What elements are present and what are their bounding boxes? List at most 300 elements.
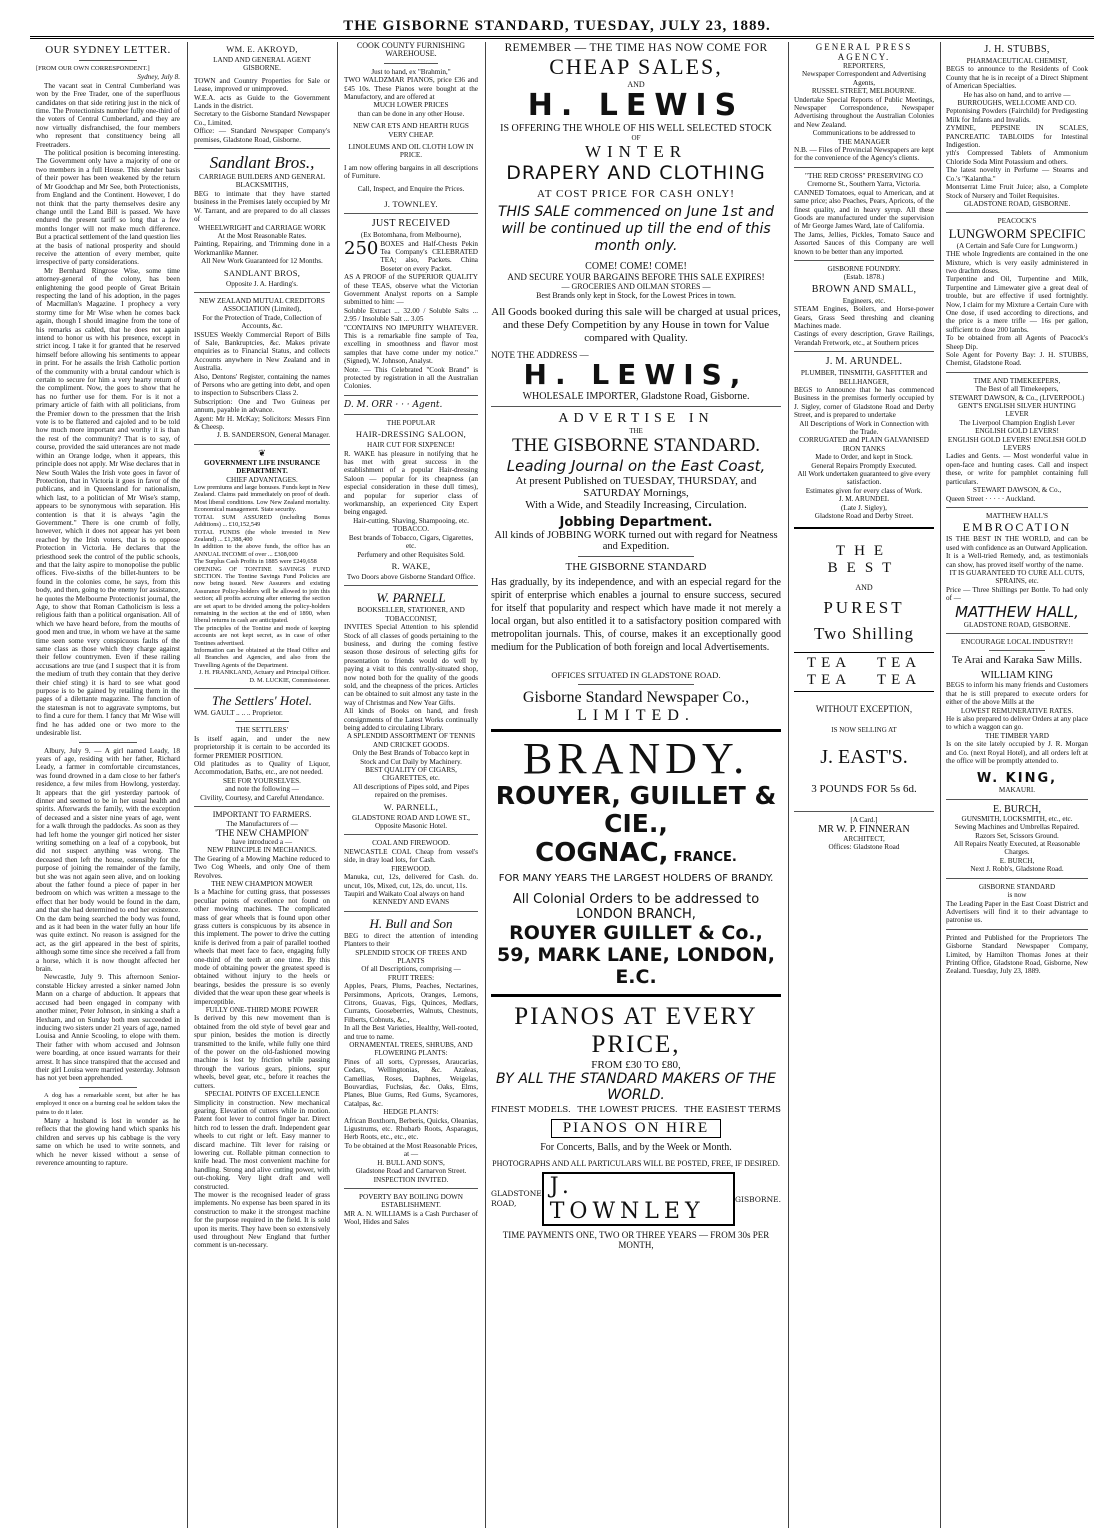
ad-text: TOWN and Country Properties for Sale or Lease, improved or unimproved. [194, 76, 330, 94]
ad-text: THIS SALE commenced on June 1st and will be continued up till the end of this month only. [497, 204, 775, 254]
ad-text: He has also on hand, and to arrive — [963, 90, 1071, 99]
ad-text: AND [855, 582, 873, 592]
ad-heading: 'THE NEW CHAMPION' [215, 827, 309, 838]
ad-text: All descriptions of Pipes sold, and Pipes repaired on the premises. [353, 782, 469, 800]
ad-heading: Te Arai and Karaka Saw Mills. [952, 655, 1082, 667]
ad-text: BEGS to inform his many friends and Customers that he is still prepared to execute orders for either of the above Mills at the [946, 681, 1088, 707]
ad-text: TOTAL FUNDS (the whole invested in New Zealand) ... £1,388,400 [194, 528, 330, 543]
ad-text: 3 POUNDS FOR 5s 6d. [811, 782, 917, 795]
ad-text: Secretary to the Gisborne Standard Newspaper Co., Limited. [194, 110, 330, 127]
ad-text: The mower is the recognised leader of grass implements. No expense has been spared in its construction to make it the strongest machine for the purpose required in the field. It is sold upon its merits. They have been so extensively used throughout New England that further comment is un-necessary. [194, 1190, 330, 1250]
ad-text: and note the following — [225, 785, 299, 794]
ad-text: Offices: Gladstone Road [828, 843, 900, 852]
ad-heading: COGNAC, [535, 838, 669, 869]
divider [946, 633, 1088, 634]
ad-text: TOTAL SUM ASSURED (including Bonus Additions) ... £10,152,549 [194, 513, 330, 529]
ad-text: THE whole Ingredients are contained in the one Mixture, which is very easily administered in two drachm doses. [946, 250, 1088, 275]
ad-heading: ADVERTISE IN [558, 411, 714, 427]
masthead-rule [30, 36, 1094, 39]
column-advertisements-5 [790, 42, 938, 1528]
ad-text: KENNEDY AND EVANS [372, 898, 450, 907]
divider [79, 1087, 137, 1088]
article-title: OUR SYDNEY LETTER. [45, 44, 171, 56]
article-paragraph: Many a husband is lost in wonder as he reflects that the glowing hand which spanks his children and serves up his cabbage is the very same on which he used to write sonnets, and which he never kissed without a sense of reverence amounting to rapture. [36, 1116, 180, 1167]
article-paragraph: Newcastle, July 9. This afternoon Senior-constable Hickey arrested a sinker named John Mann on a charge of abduction. It appears that accused had been engaged in company with another miner, Peter Johnson, in sinking a shaft a Hexham, and on Sunday both men succeeded in inducing two sisters under 21 years of age, named Louisa and Annie Scooling, to elope with them. Their father with whom accused and Johnson were boarding, at once issued warrants for their arrest. It has since transpired that the accused and their girl Louisa were married yesterday. Johnson has not yet been apprehended. [36, 973, 180, 1083]
divider [194, 688, 330, 689]
ad-text: To be obtained at the Most Reasonable Prices, at — [344, 1141, 478, 1159]
divider [946, 372, 1088, 373]
ad-text: AS A PROOF of the SUPERIOR QUALITY of these TEAS, observe what the Victorian Government Analyst reports on a Sample submitted to him: — [344, 273, 478, 307]
ad-heading: COAL AND FIREWOOD. [372, 839, 450, 848]
ad-text: A SPLENDID ASSORTMENT OF TENNIS AND CRICKET GOODS. [346, 732, 476, 749]
ad-text: MUCH LOWER PRICES [373, 101, 449, 110]
ad-text: All Repairs Neatly Executed, at Reasonable Charges. [953, 840, 1081, 857]
ad-text: WM. GAULT .. .. .. Proprietor. [194, 709, 283, 718]
ad-text: STEAM Engines, Boilers, and Horse-power Gears, Grass Seed threshing and cleaning Machines made. [794, 305, 934, 330]
ad-text: Made to Order, and kept in Stock. [815, 453, 913, 462]
ad-text: is now [1007, 891, 1027, 900]
ad-heading: H. LEWIS, [523, 358, 749, 392]
ad-heading: SANDLANT BROS, [223, 267, 301, 278]
ad-text: In all the Best Varieties, Healthy, Well-rooted, and true to name. [344, 1024, 478, 1041]
crest-icon: ❦ [258, 448, 266, 459]
ad-text: BEST QUALITY OF CIGARS, CIGARETTES, etc. [365, 766, 457, 783]
ad-text: Hair-cutting, Shaving, Shampooing, etc. [353, 516, 469, 525]
ad-text: FRUIT TREES: [387, 973, 435, 982]
ad-text: LONDON BRANCH, [576, 907, 696, 923]
ad-text: All Work undertaken guaranteed to give every satisfaction. [797, 470, 931, 487]
ad-subheading: PEACOCK'S [997, 217, 1037, 226]
divider [989, 650, 1046, 651]
ad-text: Sole Agent for Poverty Bay: J. H. STUBBS, Chemist, Gladstone Road. [946, 351, 1088, 368]
column-display-advertisements [487, 42, 785, 1528]
ad-text: ARCHITECT, [843, 834, 885, 843]
ad-text: Opposite J. A. Harding's. [226, 279, 298, 288]
ad-heading: ENCOURAGE LOCAL INDUSTRY!! [960, 637, 1074, 646]
divider [578, 684, 694, 685]
ad-subheading: CARRIAGE BUILDERS AND GENERAL BLACKSMITHS, [199, 173, 325, 190]
ad-text: COME! COME! COME! [585, 261, 687, 272]
divider [344, 911, 478, 912]
ad-text: Pines of all sorts, Cypresses, Araucarias, Cedars, Wellingtonias, &c. Azaleas, Camellias, Roses, Daphnes, Weigelas, Bouvardias, Fuchsias, &c. Oaks, Elms, Planes, Blue Gums, Red Gums, Sycamores, Catalpas, &c. [344, 1057, 478, 1108]
divider [946, 878, 1088, 879]
ad-subheading: LAND AND GENERAL AGENT GISBORNE. [213, 56, 311, 73]
ad-text: All kinds of JOBBING WORK turned out with regard for Neatness and Expedition. [494, 530, 778, 553]
divider [194, 444, 330, 445]
ad-text: To be obtained from all Agents of Peacock's Sheep Dip. [946, 334, 1088, 351]
ad-text: Engineers, etc. [842, 296, 886, 305]
ad-text: Best Brands only kept in Stock, for the Lowest Prices in town. [536, 291, 736, 300]
ad-heading: WINTER [584, 142, 688, 161]
ad-text: TIME PAYMENTS ONE, TWO OR THREE YEARS — FROM 30s PER MONTH, [502, 1230, 770, 1251]
ad-text: FIREWOOD. [391, 864, 431, 873]
divider [491, 406, 781, 407]
ad-text: WHOLESALE IMPORTER, Gladstone Road, Gisborne. [522, 391, 750, 403]
ad-heading: JUST RECEIVED [371, 218, 451, 230]
ad-text: Gladstone Road and Derby Street. [814, 512, 914, 521]
ad-text: Simplicity in construction. New mechanical gearing. Elevation of cutters while in motion. Patent foot lever to control finger bar. Direct hitch rod to lessen the draft. Independent gear wheels to cut right or left. Easy manner to discard machine. Tilt lever for raising or lowering cut. Rollable pitman connection to knife head. The most convenient machine for handling. Strong and alive cutting power, with out-choking. Very light draft and well constructed. [194, 1098, 330, 1191]
ad-text: Perfumery and other Requisites Sold. [357, 550, 465, 559]
ad-text: GLADSTONE ROAD, GISBORNE. [963, 199, 1071, 208]
ad-text: SPLENDID STOCK OF TREES AND PLANTS [355, 948, 467, 965]
ad-text: FOR MANY YEARS THE LARGEST HOLDERS OF BRANDY. [498, 873, 774, 885]
ad-text: The Jams, Jellies, Pickles, Tomato Sauce and Assorted Sauces of this Company are well known to be better than any imported. [794, 230, 934, 256]
ad-text: ISSUES Weekly Commercial Report of Bills of Sale, Bankruptcies, &c. Makes private enquiries as to Financial Status, and collects Accounts anywhere in New Zealand and in Australia. [194, 330, 330, 373]
ad-heading: D. M. ORR · · · Agent. [344, 399, 443, 410]
ad-heading: Sandlant Bros., [209, 153, 315, 173]
ad-text: BEGS to announce to the Residents of Cook County that he is in receipt of a Direct Shipment of American Specialties. [946, 65, 1088, 91]
ad-text: STEWART DAWSON, & Co., (LIVERPOOL) [949, 393, 1085, 402]
ad-text: The Best of all Timekeepers, [975, 385, 1059, 394]
ad-text: All kinds of Books on hand, and fresh consignments of the Latest Works continually being added to circulating Library. [344, 707, 478, 732]
ad-text: INVITES Special Attention to his splendid Stock of all classes of goods pertaining to the business, and during the coming festive season those desirous of selecting gifts for presentation to friends would do well by paying a visit to this centrally-situated shop, now noted both for the quality of the goods sold, and the cheapness of the prices. Articles can be obtained to suit almost any taste in the way of Christmas and New Year Gifts. [344, 623, 478, 707]
ad-text: Queen Street · · · · · Auckland. [946, 494, 1036, 503]
ad-text: TEA [806, 654, 852, 671]
ad-heading: THE BEST [827, 542, 901, 576]
article-paragraph: The vacant seat in Central Cumberland was won by the Free Trader, one of the superfluous candidates on that side retiring just in the nick of time. The Protectionists number fully one-third of the voters of Central Cumberland, and they are now virtually disfranchised, the four members who represent that constituency being all Freetraders. [36, 81, 180, 149]
ad-text: N.B. — Files of Provincial Newspapers are kept for the convenience of the Agency's clients. [794, 146, 934, 163]
ad-text: OF [631, 134, 641, 142]
ad-text: Razors Set, Scissors Ground. [975, 831, 1059, 840]
ad-text: All New Work Guaranteed for 12 Months. [201, 257, 323, 266]
column-divider [788, 42, 789, 1528]
divider [194, 292, 330, 293]
article-paragraph: Mr Bernhard Ringrose Wise, some time attorney-general of the colony, has been enlightening the good people of Great Britain respecting the land of his adoption, in the pages of Macmillan's Magazine. I prophecy a very stormy time for Mr Wise when he comes back again, though I should imagine from the tone of his remarks as cabled, that he does not again intend to honor us with his presence, except in strict incog. I take it for granted that he reserved himself before allowing his sentiments to appear in print. For he assails the Irish Catholic portion of the community with a brutal candour which is certain to secure for him a very hearty return of the compliment. Now, the goes to show that he has no further use for them. For is it not a primary article of faith with all politicians, from the Premier down to the pressmen that the Irish vote is to be flattered and cajoled and to be told how much more important and worthy it is than the rest of the community? That is to say, of course, provided the said utterances are not made within an Orange lodge, when it appears, this principle does not apply. Mr Wise declares that in New South Wales the Irish vote goes in favor of Protection, that in Victoria it goes in favor of the publicans, and in Queensland for nationalism, which last, to a politician of Mr Wise's stamp, appears to be synonymous with separation. His contention is that it is always "agin the Government." There is one crumb of folly, however, which it does not appear has yet been reached by the Irish voters, that is to oppose Protection in Victoria. He declares that the priesthood seek the control of the public schools, and that the laity aspire to monopolise the public offices. Five-sixths of the billet-hunters to be found in the colonies come, he says, from this body, and then, going to the enemy for assistance, he quotes the Melbourne Protectionist journal, the Age, to show that Roman Catholicism is less a religious faith than a political organisation. All of which we have heard before, from the mouths of good men and true, in whom we have at the same time seen some very conspicuous faults of the same class as those which they charge against their fellow countrymen. Even if these railing accusations are true (and I suspect that it is from the medium of truth they contain that they derive their chief sting) it is hard to see what good purpose is to be gained by retailing them in the pages of a dilettante magazine. The function of the statesman is not to aggravate symptoms, but to find a cure for them. I fancy that Mr Wise will find he has added one or two more to the undesirable list. [36, 266, 180, 738]
ad-text: than can be done in any other House. [357, 109, 465, 118]
ad-text: FRANCE. [673, 850, 737, 866]
ad-heading: GISBORNE FOUNDRY. [827, 264, 901, 273]
ad-heading: J. TOWNLEY. [384, 199, 438, 210]
ad-text: (Estab. 1878.) [843, 273, 885, 282]
ad-text: AT COST PRICE FOR CASH ONLY! [537, 188, 735, 200]
ad-text: All Goods booked during this sale will be charged at usual prices, and these Defy Competition by any House in town for Value compared with Quality. [491, 306, 781, 344]
divider [384, 63, 438, 64]
ad-text: Best brands of Tobacco, Cigars, Cigarettes, etc. [348, 533, 474, 551]
ad-text: Castings of every description, Grave Railings, Verandah Fretwork, etc., at Southern prices [794, 330, 934, 347]
divider [79, 60, 137, 61]
divider [946, 212, 1088, 213]
ad-text: Two Doors above Gisborne Standard Office. [346, 572, 476, 581]
ad-text: Only the Best Brands of Tobacco kept in Stock and Cut Daily by Machinery. [352, 749, 470, 766]
ad-text: NEW CAR ETS AND HEARTH RUGS VERY CHEAP. [353, 122, 469, 139]
ad-text: Is itself again, and under the new proprietorship it is certain to be accorded its former PREMIER POSITION. [194, 734, 330, 760]
divider [578, 556, 694, 557]
ad-text: I am now offering bargains in all descriptions of Furniture. [344, 163, 478, 181]
ad-text: BOXES and Half-Chests Pekin Tea Company's CELEBRATED TEA; also, Packets. China Boseter on every Packet. [380, 239, 478, 273]
ad-heading: MATTHEW HALL, [955, 602, 1079, 621]
ad-text: OPENING OF TONTINE SAVINGS FUND SECTION. The Tontine Savings Fund Policies are now being issued. New Assurers and existing Assurance Policy-holders will be allowed to join this section; all profits accruing after entering the section are set apart to be divided among the policy-holders remaining in the section at the end of 1890, when liberal returns in cash are anticipated. [194, 565, 330, 625]
ad-text: Also, Dentons' Register, containing the names of Persons who are getting into debt, and open to inspection to Subscribers Class 2. [194, 372, 330, 398]
ad-text: yth's Compressed Tablets of Ammonium Chloride Soda Mint Potassium and others. [946, 149, 1088, 166]
ad-heading: MR W. P. FINNERAN [818, 823, 910, 835]
divider [344, 834, 478, 835]
ad-text: The Leading Paper in the East Coast District and Advertisers will find it to their advantage to patronise us. [946, 899, 1088, 925]
ad-heading: PIANOS ON HIRE [551, 1119, 721, 1138]
column-divider [940, 42, 941, 1528]
ad-heading: J. H. STUBBS, [984, 44, 1050, 55]
ad-text: Of all Descriptions, comprising — [361, 965, 461, 974]
ad-heading: HAIR-DRESSING SALOON, [355, 429, 467, 440]
ad-text: OFFICES SITUATED IN GLADSTONE ROAD. [551, 670, 721, 681]
ad-text: IT IS GUARANTEED TO CURE ALL CUTS, SPRAINS, etc. [949, 568, 1085, 586]
ad-text: For Concerts, Balls, and by the Week or Month. [540, 1142, 732, 1154]
divider [794, 811, 934, 812]
ad-text: J. B. SANDERSON, General Manager. [217, 431, 330, 440]
article-byline: [FROM OUR OWN CORRESPONDENT.] [36, 65, 150, 72]
ad-heading: E. BURCH, [992, 803, 1042, 815]
masthead-title: THE GISBORNE STANDARD, TUESDAY, JULY 23, 1889. [343, 18, 771, 34]
ad-subheading: For the Protection of Trade, Collection of Accounts, &c. [202, 313, 322, 331]
ad-text: REPORTERS, [842, 62, 886, 70]
ad-text: GUNSMITH, LOCKSMITH, etc., etc. [961, 814, 1073, 823]
ad-heading: LUNGWORM SPECIFIC [948, 225, 1086, 241]
ad-heading: BROWN AND SMALL, [811, 283, 917, 295]
ad-text: THE EASIEST TERMS [684, 1105, 781, 1116]
ad-text: [A Card.] [850, 815, 878, 824]
ad-heading: GISBORNE STANDARD [978, 882, 1056, 891]
ad-heading: ROUYER, GUILLET & CIE., [495, 781, 777, 839]
ad-heading: WILLIAM KING [981, 670, 1053, 682]
ad-text: Information can be obtained at the Head Office and all Branches and Agencies, and also from the Travelling Agents of the Department. [194, 647, 330, 669]
column-advertisements-3 [340, 42, 482, 1528]
ad-heading: GOVERNMENT LIFE INSURANCE DEPARTMENT. [203, 458, 321, 476]
ad-text: CORRUGATED and PLAIN GALVANISED IRON TANKS [799, 436, 929, 453]
divider [794, 167, 934, 168]
ad-heading: EMBROCATION [962, 520, 1072, 535]
ad-heading: 59, MARK LANE, LONDON, E.C. [497, 944, 775, 989]
ad-heading: W. KING, [976, 771, 1058, 787]
ad-text: TEA [806, 671, 852, 688]
ad-text: J. M. ARUNDEL [838, 495, 890, 504]
ad-heading: H. LEWIS [527, 88, 745, 123]
ad-text: RUSSEL STREET, MELBOURNE. [811, 87, 917, 96]
ad-text: GLADSTONE ROAD, GISBORNE. [963, 620, 1071, 629]
divider [235, 721, 289, 722]
ad-text: Old platitudes as to Quality of Liquor, Accommodation, Baths, etc., are not needed. [194, 760, 330, 777]
ad-text: Subscription: One and Two Guineas per annum, payable in advance. [194, 397, 330, 415]
column-divider [337, 42, 338, 1528]
ad-text: Taupiri and Waikato Coal always on hand [344, 889, 465, 898]
ad-text: Price — Three Shillings per Bottle. To had only of — [946, 585, 1088, 603]
ad-text: All Colonial Orders to be addressed to [512, 892, 760, 908]
ad-text: FULLY ONE-THIRD MORE POWER [205, 1006, 319, 1015]
ad-heading: Two Shilling [813, 623, 915, 643]
masthead [0, 0, 1114, 38]
ad-heading: DRAPERY AND CLOTHING [506, 162, 766, 184]
ad-text: TWO WALDZMAR PIANOS, price £36 and £45 10s. These Pianos were bought at the Manufactory, and are offered at [344, 76, 478, 102]
ad-text: MR A. N. WILLIAMS is a Cash Purchaser of Wool, Hides and Sales [344, 1209, 478, 1227]
column-advertisements-6 [942, 42, 1092, 1528]
ad-text: THE SETTLERS' [236, 726, 288, 735]
ad-text: NEWCASTLE COAL Cheap from vessel's side, in dray load lots, for Cash. [344, 847, 478, 865]
divider [344, 585, 478, 586]
article-dateline: Sydney, July 8. [137, 73, 180, 82]
ad-heading: The Settlers' Hotel. [212, 693, 312, 709]
ad-heading: LIMITED. [577, 707, 695, 725]
ad-heading: J. M. ARUNDEL. [825, 356, 903, 368]
ad-text: It is a Well-tried Remedy, and, as testimonials can show, has proved itself worthy of the name. [946, 552, 1088, 569]
ad-text: AND SECURE YOUR BARGAINS BEFORE THIS SALE EXPIRES! [507, 272, 765, 282]
ad-heading: COOK COUNTY FURNISHING WAREHOUSE. [356, 42, 466, 59]
article-paragraph: A dog has a remarkable scent, but after he has employed it once on a burning coal he seldom takes the pains to do it later. [36, 1091, 180, 1116]
ad-text: In addition to the above funds, the office has an ANNUAL INCOME of over ... £308,000 [194, 543, 330, 558]
ad-text: LOWEST REMUNERATIVE RATES. [960, 706, 1074, 715]
ad-text: THE TIMBER YARD [985, 731, 1049, 740]
ad-text: African Boxthorn, Berberis, Quicks, Oleanias, Ligustrums, etc. Rhubarb Roots, Asparagus, Herb Roots, etc., etc., etc. [344, 1116, 478, 1142]
ad-text: IS NOW SELLING AT [831, 725, 897, 734]
ad-heading: BRANDY. [522, 734, 750, 784]
ad-text: Next J. Robb's, Gladstone Road. [970, 865, 1064, 874]
ad-text: GISBORNE. [735, 1194, 781, 1204]
column-advertisements-2 [190, 42, 334, 1528]
ad-text: STEWART DAWSON, & Co., [972, 486, 1062, 495]
ad-text: "CONTAINS NO IMPURITY WHATEVER. This is a remarkable fine sample of Tea, excelling in smoothness and flavor most samples that have come under my notice." (Signed), W. Johnson, Analyst. [344, 323, 478, 366]
ad-heading: THE GISBORNE STANDARD. [511, 435, 761, 457]
divider [946, 929, 1088, 930]
ad-text: Is derived by this new movement than is obtained from the old style of bevel gear and spur pinion, besides the motion is directly transmitted to the knife, while fully one third of the power on the old-fashioned mowing machine is lost by friction while passing through the various gears, pinions, spur wheels, bevel gear, etc., before it reaches the cutters. [194, 1014, 330, 1090]
ad-text: TOBACCO. [392, 525, 429, 534]
ad-text: NEW PRINCIPLE IN MECHANICS. [207, 846, 317, 855]
divider [794, 260, 934, 261]
ad-text: Manuka, cut, 12s, delivered for Cash. do. uncut, 10s, Mixed, cut, 12s, do. uncut, 11s. [344, 873, 478, 890]
ad-text: NOTE THE ADDRESS — [491, 350, 589, 360]
column-divider [187, 42, 188, 1528]
ad-text: Montserrat Lime Fruit Juice; also, a Complete Stock of Nursery and Toilet Requisites. [946, 183, 1088, 200]
ad-text: AND [627, 80, 645, 89]
ad-text: PHOTOGRAPHS AND ALL PARTICULARS WILL BE POSTED, FREE, IF DESIRED. [492, 1159, 780, 1169]
divider [946, 799, 1088, 800]
ad-text: GLADSTONE ROAD AND LOWE ST., [352, 813, 470, 822]
ad-text: Civility, Courtesy, and Careful Attendance. [200, 793, 324, 802]
ad-text: SPECIAL POINTS OF EXCELLENCE [204, 1090, 320, 1099]
ad-text: have introduced a — [231, 837, 293, 846]
ad-text: WHEELWRIGHT and CARRIAGE WORK [198, 223, 326, 232]
ad-text: Low premiums and large bonuses. Funds kept in New Zealand. Claims paid immediately on proof of death. Most liberal conditions. Low New Zealand mortality. Economical management. State security. [194, 484, 330, 514]
ad-heading: W. PARNELL, [383, 801, 439, 812]
ad-subheading: Cremorne St., Southern Yarra, Victoria. [807, 180, 921, 189]
ad-text: CANNED Tomatoes, equal to American, and at same price; also Peaches, Pears, Apricots, of the finest quality, and in heavy syrup. All these Goods are manufactured under the supervision of Mr George James Ward, late of California. [794, 188, 934, 231]
ad-text: THE LOWEST PRICES. [577, 1105, 678, 1116]
ad-text: BEGS to Announce that he has commenced Business in the premises formerly occupied by J. Sigley, corner of Gladstone Road and Derby Street, and is prepared to undertake [794, 386, 934, 420]
ad-subheading: THE POPULAR [386, 418, 436, 427]
ad-text: The Liverpool Champion English Lever [959, 418, 1075, 427]
ad-text: Apples, Pears, Plums, Peaches, Nectarines, Persimmons, Apricots, Oranges, Lemons, Citrons, Guavas, Figs, Quinces, Medlars, Currants, Gooseberries, Walnuts, Chestnuts, Filberts, Cobnuts, &c., [344, 982, 478, 1024]
ad-text: GENT'S ENGLISH SILVER HUNTING LEVER [958, 402, 1076, 419]
ad-text: Gladstone Road and Carnarvon Street. [355, 1167, 467, 1176]
ad-text: Agent: Mr H. McKay; Solicitors: Messrs Finn & Cheesp. [194, 414, 330, 432]
ad-text: THE [629, 427, 643, 436]
divider [194, 148, 330, 149]
ad-text: Has gradually, by its independence, and with an especial regard for the spirit of enterprise which enables a journal to ensure success, secured for itself that popularity and respect which have made it not merely a local organ, but also entitled it to a satisfactory position compared with metropolitan journals. This, of course, makes it an exceptionally good medium for the Publication of both foreign and local Advertisements. [491, 577, 781, 654]
ad-text: Ladies and Gents. — Most wonderful value in open-face and hunting cases. Call and inspect these, or write for pamphlet containing full particulars. [946, 452, 1088, 486]
ad-text: W.E.A. acts as Guide to the Government Lands in the district. [194, 93, 330, 111]
ad-text: Communications to be addressed to [812, 129, 916, 138]
ad-heading: WM. E. AKROYD, [226, 44, 298, 54]
ad-text: GLADSTONE [491, 1189, 542, 1199]
ad-text: The Surplus Cash Profits in 1885 were £249,658 [194, 558, 317, 566]
divider [79, 742, 137, 743]
imprint: Printed and Published for the Proprietors The Gisborne Standard Newspaper Company, Limited, by Hamilton Thomas Jones at their Printing Office, Gladstone Road, Gisborne, New Zealand. Tuesday, July 23, 1889. [946, 933, 1088, 976]
ad-text: BEG to direct the attention of intending Planters to their [344, 931, 478, 949]
ad-heading: NEW ZEALAND MUTUAL CREDITORS ASSOCIATION (Limited), [199, 296, 325, 314]
divider [194, 806, 330, 807]
ad-heading: CHEAP SALES, [549, 54, 723, 79]
ad-text: HAIR CUT FOR SIXPENCE! [367, 441, 455, 450]
column-divider [485, 42, 486, 1528]
divider [344, 395, 478, 396]
ad-text: WITHOUT EXCEPTION, [815, 703, 913, 714]
ad-text: H. BULL AND SON'S, [377, 1158, 445, 1167]
ad-text: (Late J. Sigley), [841, 503, 887, 512]
ad-text: Peptonising Powders (Fairchild) for Predigesting Milk for Infants and Invalids. [946, 107, 1088, 124]
ad-text: IS OFFERING THE WHOLE OF HIS WELL SELECTED STOCK [500, 123, 772, 134]
ad-text: ORNAMENTAL TREES, SHRUBS, AND FLOWERING PLANTS: [349, 1041, 473, 1058]
ad-text: The principles of the Tontine and mode of keeping accounts are not kept secret, as in case of other Tontines advertised. [194, 624, 330, 647]
ad-heading: PUREST [823, 597, 905, 617]
ad-text: MAKAURI. [998, 786, 1036, 795]
divider [344, 414, 478, 415]
ad-heading: H. Bull and Son [369, 915, 453, 931]
ad-text: ROAD, [491, 1199, 517, 1209]
ad-subheading: BOOKSELLER, STATIONER, AND TOBACCONIST, [357, 606, 465, 623]
ad-text: IS THE BEST IN THE WORLD, and can be used with confidence as an Outward Application. [946, 535, 1088, 552]
ad-text: Office: — Standard Newspaper Company's premises, Gladstone Road, Gisborne. [194, 127, 330, 144]
ad-subheading: (Ex Botomhana, from Melbourne), [360, 231, 462, 240]
ad-subheading: (A Certain and Safe Cure for Lungworm.) [956, 241, 1078, 250]
ad-heading: "THE RED CROSS" PRESERVING CO [805, 171, 923, 180]
ad-heading: TIME AND TIMEKEEPERS, [973, 376, 1061, 385]
ad-heading: BY ALL THE STANDARD MAKERS OF THE WORLD. [495, 1071, 777, 1104]
ad-text: At present Published on TUESDAY, THURSDAY, and SATURDAY Mornings, [515, 475, 757, 500]
ad-text: Sewing Machines and Umbrellas Repaired. [954, 823, 1080, 832]
ad-subheading: PLUMBER, TINSMITH, GASFITTER and BELLHANGER, [800, 369, 928, 386]
ad-heading: GENERAL PRESS AGENCY. [815, 42, 913, 62]
ad-text: SEE FOR YOURSELVES. [223, 776, 301, 785]
ad-text: Opposite Masonic Hotel. [374, 822, 448, 831]
ad-text: Soluble Extract ... 32.00 / Soluble Salts ... 2.95 / Insoluble Salt ... 3.05 [344, 306, 478, 324]
ad-number: 250 [344, 237, 379, 259]
ad-text: BEG to intimate that they have started business in the Premises lately occupied by Mr W. Tarrant, and are prepared to do all classes of [194, 189, 330, 224]
divider [344, 1188, 478, 1189]
column-sydney-letter [32, 42, 184, 1528]
divider [794, 351, 934, 352]
ad-heading: Gisborne Standard Newspaper Co., [522, 689, 750, 707]
ad-text: Is a Machine for cutting grass, that possesses peculiar points of excellence not found on other mowing machines. The complicated mass of gear wheels that is found upon other grass cutters is conspicuous by its absence in this implement. The power to drive the cutting knife is derived from a pair of parallel toothed wheels that meet face to face, engaging fully one-third of the teeth at one time. By this mode of obtaining power the greatest speed is obtained without injury to the heels or bearings, besides the pressure is so evenly divided that the wear upon these gear wheels is imperceptible. [194, 888, 330, 1006]
divider [946, 507, 1088, 508]
ad-heading: ROUYER GUILLET & Co., [509, 922, 763, 945]
ad-heading: W. PARNELL [376, 590, 446, 606]
ad-text: The Manufacturers of — [226, 819, 298, 828]
ad-text: At the Most Reasonable Rates. [217, 231, 307, 240]
ad-text: INSPECTION INVITED. [373, 1175, 449, 1184]
ad-text: Estimates given for every class of Work. [805, 486, 923, 495]
ad-text: The latest novelty in Perfume — Stearns and Co.'s "Kalantha." [946, 166, 1088, 183]
ad-text: Painting, Repairing, and Trimming done in a Workmanlike Manner. [194, 240, 330, 257]
article-paragraph: The political position is becoming interesting. The Government only have a majority of one or two members in a full House. This slender basis of their power has been weakened by the return of Mr Goodchap and Mr See, both Protectionists, from England and the Continent. However, I do not think that the party themselves desire any change until the Land Bill is passed. We have endured the present tariff so long that a few months longer will not make much difference. But a practical settlement of the land question lies at the basis of national prosperity and should receive the attention of every member, quite irrespective of party considerations. [36, 149, 180, 267]
ad-heading: Leading Journal on the East Coast, [506, 457, 766, 476]
ad-text: LINOLEUMS AND OIL CLOTH LOW IN PRICE. [348, 143, 474, 160]
ad-text: Note. — This Celebrated "Cook Brand" is protected by registration in all the Australian Colonies. [344, 365, 478, 391]
ad-subheading: PHARMACEUTICAL CHEMIST, [966, 57, 1068, 65]
ad-heading: THE GISBORNE STANDARD [565, 561, 707, 574]
ad-text: ZYMINE, PEPSINE IN SCALES, PANCREATIC TABLOIDS for Intestinal Indigestion. [946, 124, 1088, 150]
divider [344, 213, 478, 214]
ad-text: FINEST MODELS. [491, 1105, 571, 1116]
ad-subheading: MATTHEW HALL'S [985, 511, 1049, 520]
ad-heading: R. WAKE, [391, 560, 431, 571]
ad-text: Newspaper Correspondent and Advertising Agents, [802, 70, 926, 87]
ad-text: The Gearing of a Mowing Machine reduced to Two Cog Wheels, and only One of them Revolves. [194, 854, 330, 880]
